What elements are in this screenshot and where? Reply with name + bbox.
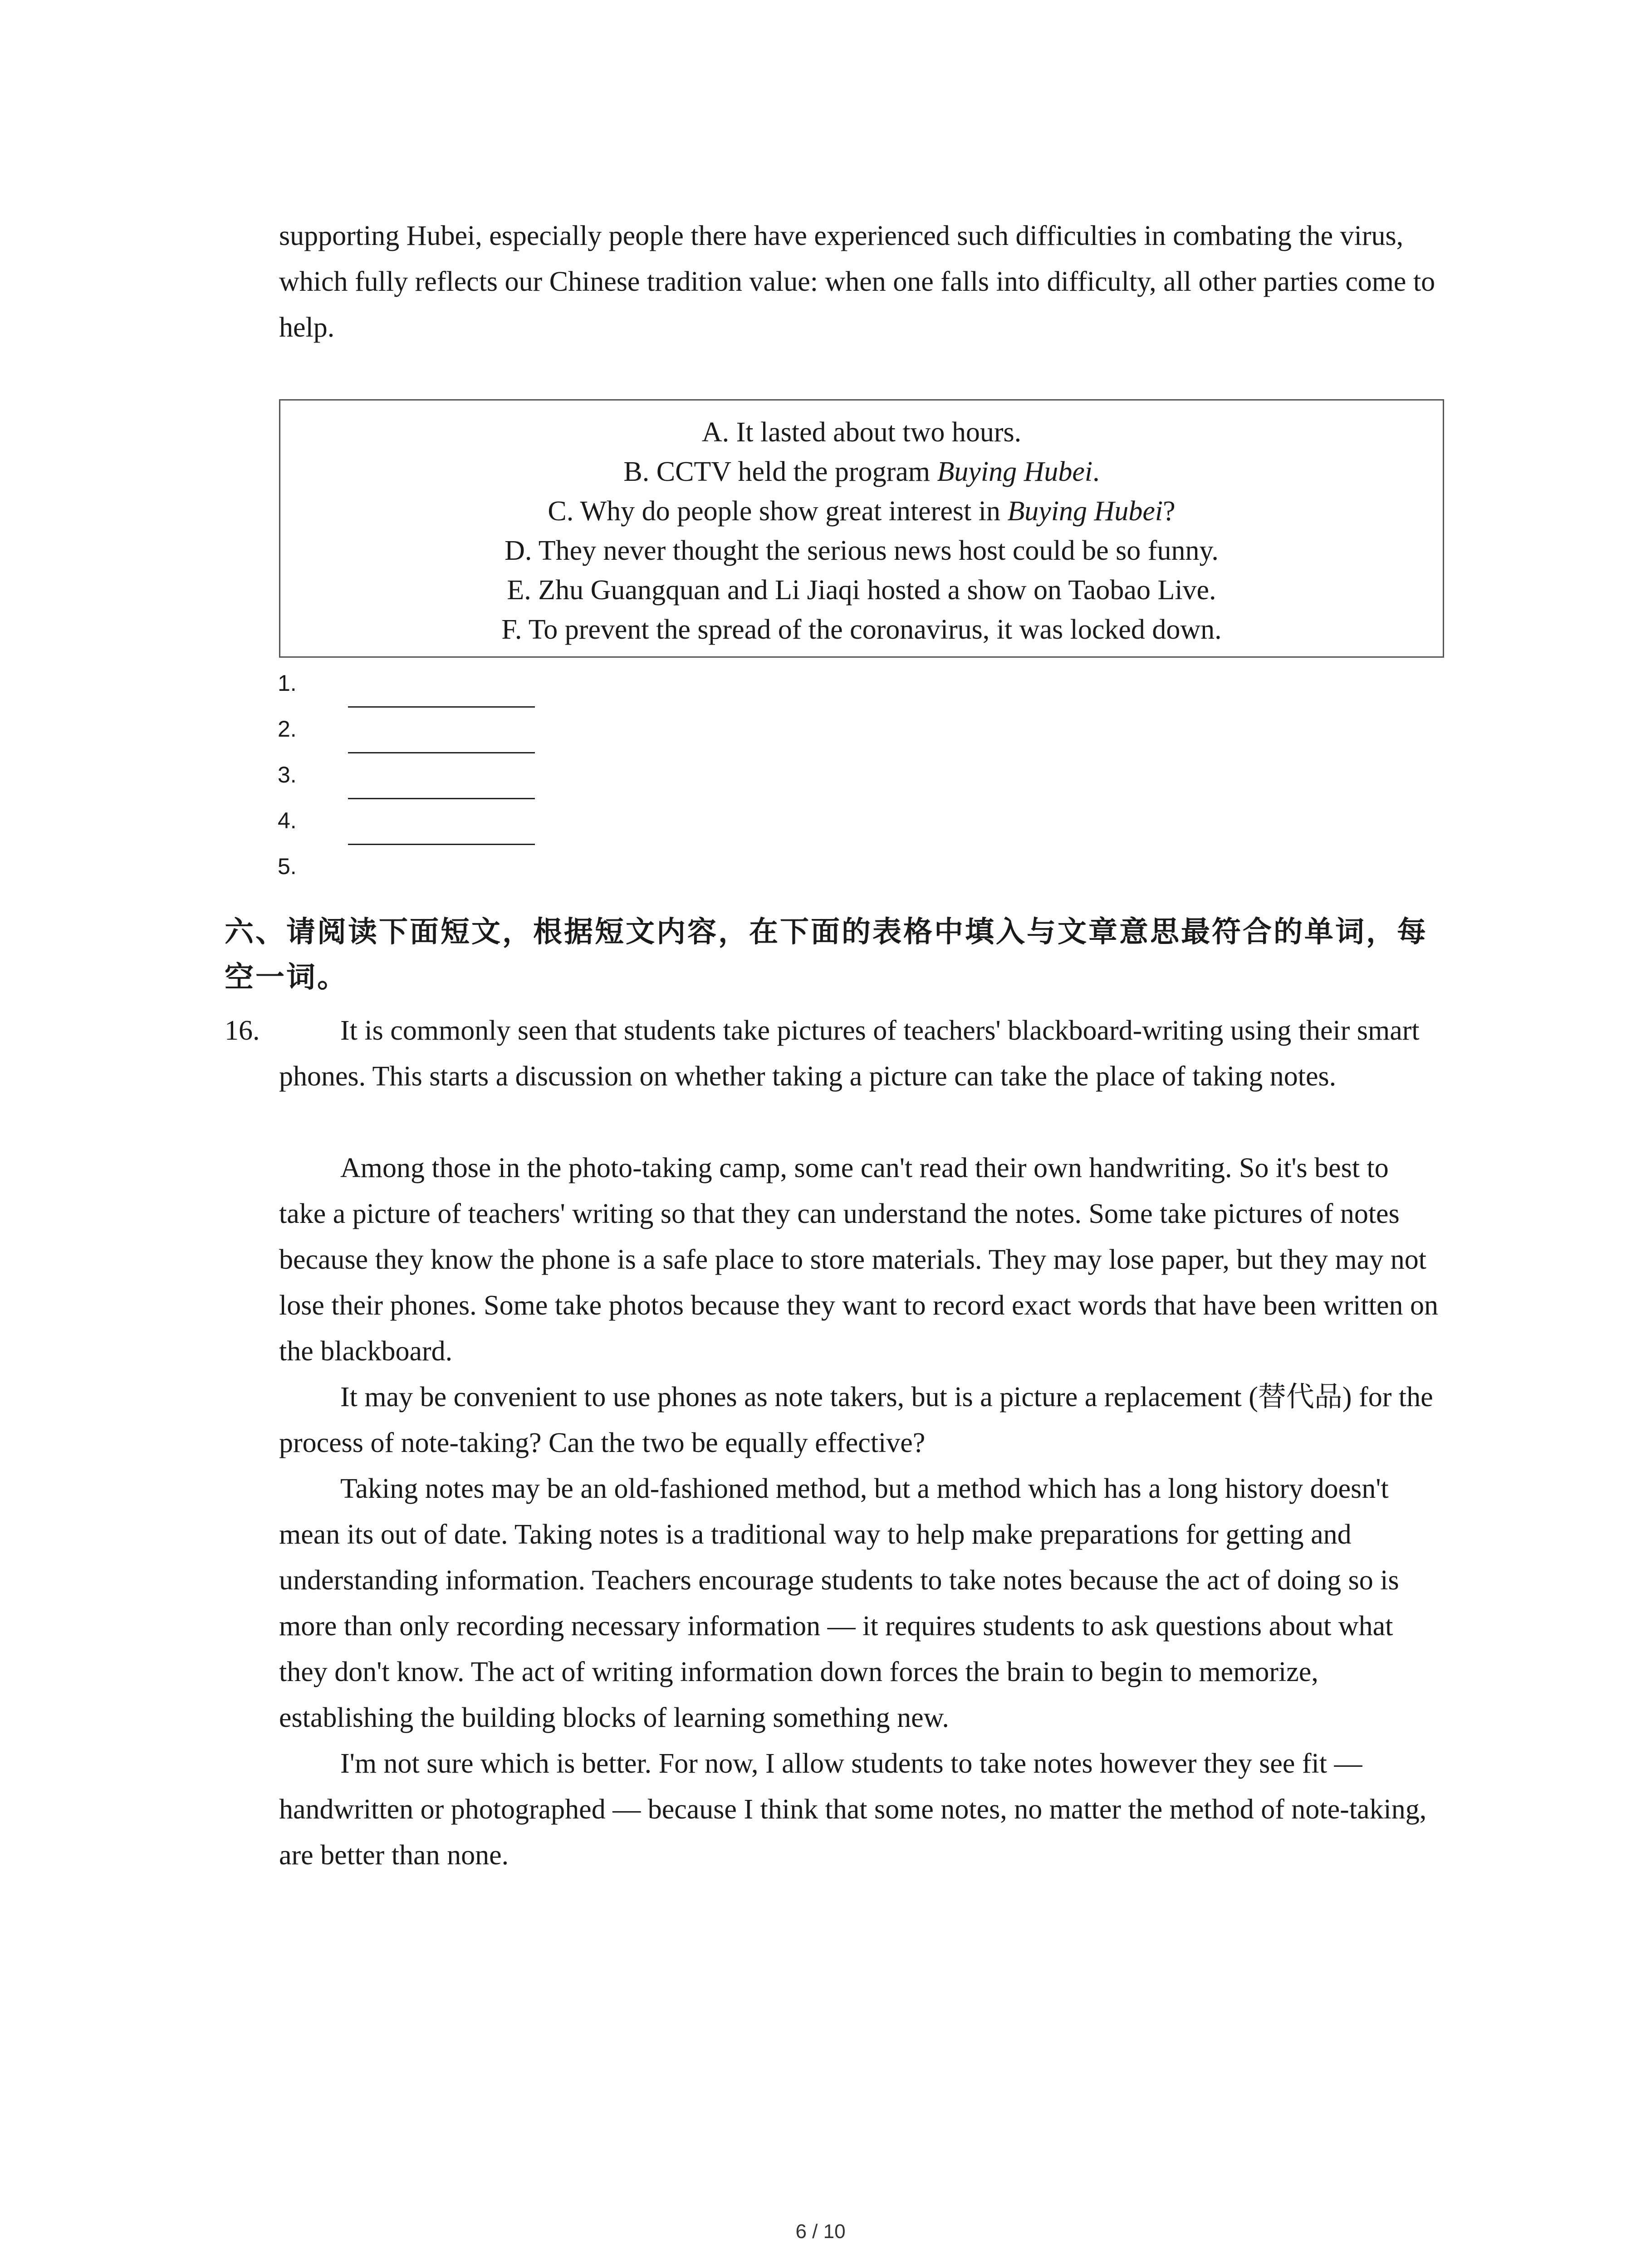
blank-row-2 xyxy=(278,706,595,752)
blank-row-5 xyxy=(278,843,595,889)
passage-paragraph-3: It may be convenient to use phones as note takers, but is a picture a replacement (替代品) for the process of note-taking? Can the two be equally effective? xyxy=(279,1382,1433,1458)
passage-paragraph-4: Taking notes may be an old-fashioned method, but a method which has a long history doesn't mean its out of date. Taking notes is a traditional way to help make preparations for getting and understanding information. Teachers encourage students to take notes because the act of doing so is more than only recording necessary information — it requires students to ask questions about what they don't know. The act of writing information down forces the brain to begin to memorize, establishing the building blocks of learning something new. xyxy=(279,1473,1399,1733)
question-number: 16. xyxy=(225,1015,260,1046)
option-c: C. Why do people show great interest in Buying Hubei? xyxy=(548,496,1176,527)
blank-number: 4. xyxy=(278,808,297,833)
passage-paragraph-1: It is commonly seen that students take pictures of teachers' blackboard-writing using their smart phones. This starts a discussion on whether taking a picture can take the place of taking notes. xyxy=(279,1015,1420,1092)
answer-blanks xyxy=(278,660,595,889)
blank-number: 5. xyxy=(278,854,297,879)
option-f: F. To prevent the spread of the coronavirus, it was locked down. xyxy=(501,614,1222,645)
passage-paragraph-5: I'm not sure which is better. For now, I allow students to take notes however they see fit — handwritten or photographed — because I think that some notes, no matter the method of note-taking, are better than none. xyxy=(279,1748,1427,1871)
page-number: 6 / 10 xyxy=(795,2220,846,2243)
section-title: 六、请阅读下面短文，根据短文内容，在下面的表格中填入与文章意思最符合的单词，每空一词。 xyxy=(225,915,1428,994)
passage-paragraph-2: Among those in the photo-taking camp, some can't read their own handwriting. So it's best to take a picture of teachers' writing so that they can understand the notes. Some take pictures of notes because they know the phone is a safe place to store materials. They may lose paper, but they may not lose their phones. Some take photos because they want to record exact words that have been written on the blackboard. xyxy=(279,1153,1438,1367)
blank-row-3 xyxy=(278,752,595,797)
blank-row-1 xyxy=(278,660,595,706)
option-a: A. It lasted about two hours. xyxy=(701,417,1022,448)
top-passage: supporting Hubei, especially people there have experienced such difficulties in combating the virus, which fully reflects our Chinese tradition value: when one falls into difficulty, all other parties come to help. xyxy=(279,220,1435,343)
blank-row-4 xyxy=(278,797,595,843)
option-b: B. CCTV held the program Buying Hubei. xyxy=(623,456,1100,487)
blank-number: 2. xyxy=(278,716,297,742)
option-d: D. They never thought the serious news host could be so funny. xyxy=(505,535,1219,566)
blank-number: 3. xyxy=(278,762,297,787)
option-e: E. Zhu Guangquan and Li Jiaqi hosted a show on Taobao Live. xyxy=(507,575,1216,606)
options-box xyxy=(279,399,1444,658)
blank-number: 1. xyxy=(278,670,297,696)
